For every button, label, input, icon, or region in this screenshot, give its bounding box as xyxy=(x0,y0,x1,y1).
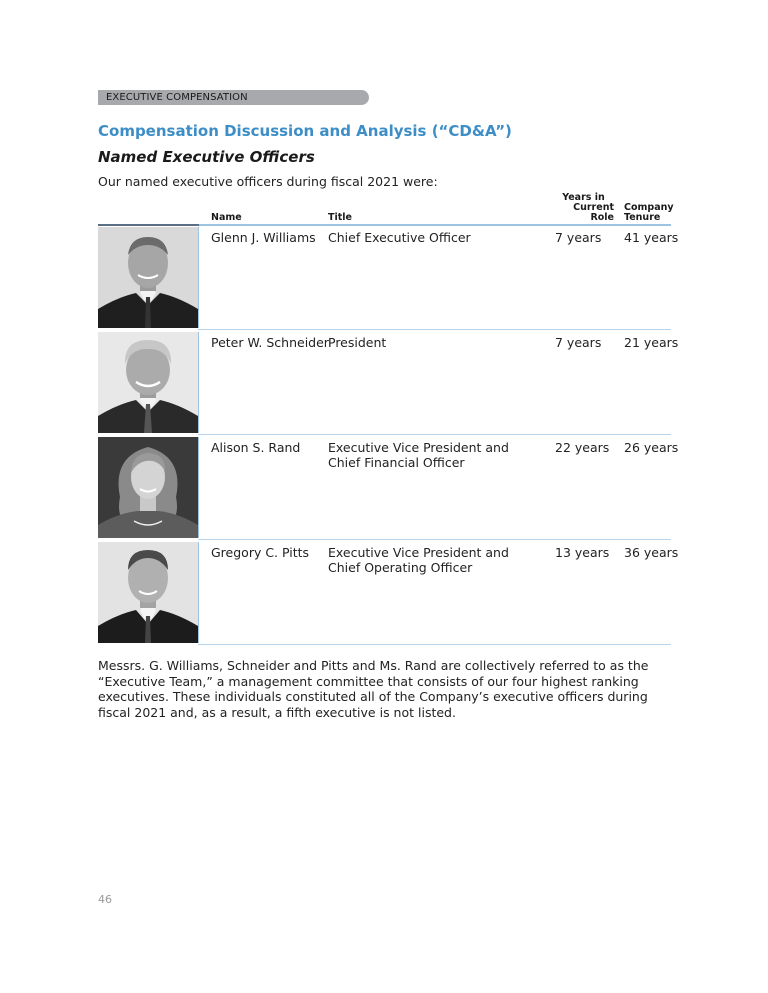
table-header xyxy=(98,192,674,225)
executive-name: Glenn J. Williams xyxy=(211,230,316,245)
subsection-heading: Named Executive Officers xyxy=(98,148,315,166)
executive-title: Chief Executive Officer xyxy=(328,230,471,245)
row-divider xyxy=(198,434,671,435)
table-row xyxy=(98,331,679,435)
executive-title: Executive Vice President and Chief Financial Officer xyxy=(328,440,509,470)
row-divider xyxy=(198,329,671,330)
header-title: Title xyxy=(328,212,352,223)
header-name: Name xyxy=(211,212,242,223)
header-tenure-line2: Tenure xyxy=(624,212,661,223)
executive-name: Gregory C. Pitts xyxy=(211,545,310,560)
row-divider xyxy=(198,644,671,645)
table-row xyxy=(98,541,679,645)
company-tenure: 41 years xyxy=(624,230,679,245)
header-tenure xyxy=(624,203,672,223)
company-tenure: 26 years xyxy=(624,440,679,455)
footnote-paragraph: Messrs. G. Williams, Schneider and Pitts and Ms. Rand are collectively referred to as the “Executive Team,” a management committee that consists of our four highest ranking executives. These individuals constituted all of the Company’s executive officers during fiscal 2021 and, as a result, a fifth executive is not listed. xyxy=(98,658,649,720)
header-years xyxy=(553,193,614,223)
header-tenure-line1: Company xyxy=(624,202,674,213)
header-years-line1: Years in xyxy=(562,192,605,203)
executive-photo xyxy=(98,227,199,328)
company-tenure: 36 years xyxy=(624,545,679,560)
years-in-role: 22 years xyxy=(555,440,610,455)
executive-name: Alison S. Rand xyxy=(211,440,301,455)
row-divider xyxy=(198,539,671,540)
executive-photo xyxy=(98,437,199,538)
years-in-role: 13 years xyxy=(555,545,610,560)
intro-text: Our named executive officers during fiscal 2021 were: xyxy=(98,174,438,189)
table-row xyxy=(98,436,679,540)
executive-photo xyxy=(98,542,199,643)
table-row xyxy=(98,226,679,330)
years-in-role: 7 years xyxy=(555,230,602,245)
executive-title: President xyxy=(328,335,387,350)
years-in-role: 7 years xyxy=(555,335,602,350)
header-years-line2: Current Role xyxy=(573,202,614,223)
executive-title: Executive Vice President and Chief Operating Officer xyxy=(328,545,509,575)
page-number: 46 xyxy=(98,893,112,906)
company-tenure: 21 years xyxy=(624,335,679,350)
section-heading: Compensation Discussion and Analysis (“CD&A”) xyxy=(98,122,512,140)
executive-name: Peter W. Schneider xyxy=(211,335,329,350)
executive-photo xyxy=(98,332,199,433)
section-tag: EXECUTIVE COMPENSATION xyxy=(98,90,369,105)
